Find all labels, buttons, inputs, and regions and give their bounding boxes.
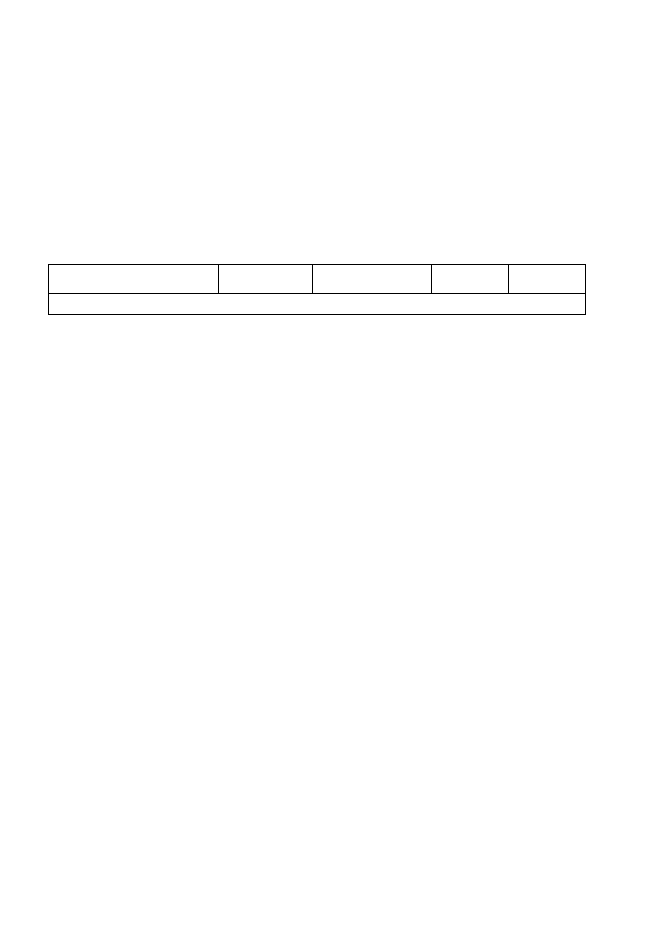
table-header-row [49,265,586,294]
header-visual [218,265,312,294]
header-sections [49,265,219,294]
table-note [49,294,586,315]
header-tests [432,265,509,294]
methods-table [48,264,586,315]
header-measurements [509,265,586,294]
header-document [312,265,432,294]
table-note-row [49,294,586,315]
